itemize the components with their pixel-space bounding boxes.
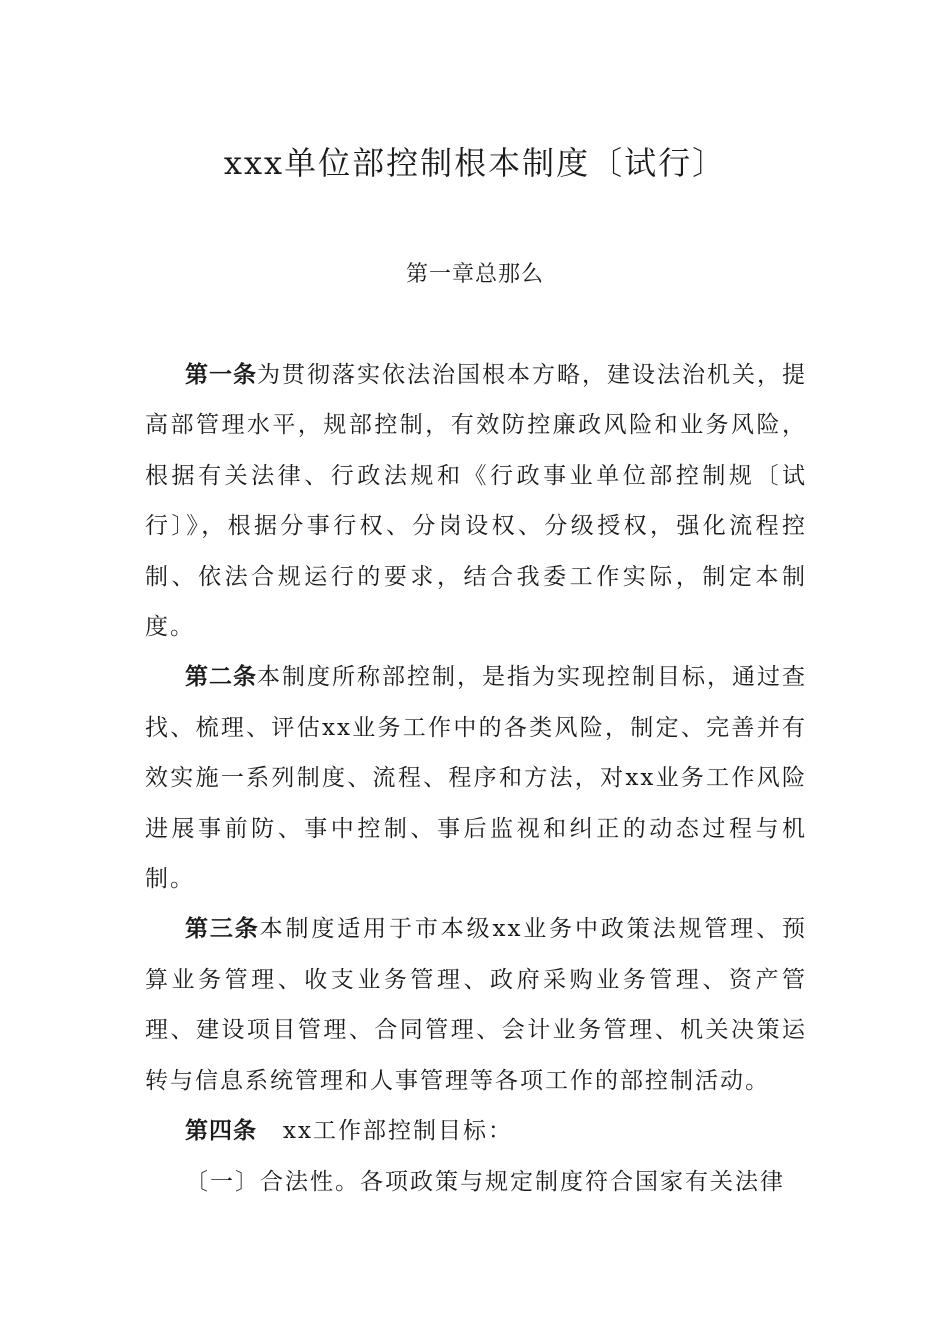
- article-text: 本制度所称部控制，是指为实现控制目标，通过查找、梳理、评估xx业务工作中的各类风险，制定、完善并有效实施一系列制度、流程、程序和方法，对xx业务工作风险进展事前防、事中控制、事后监视和纠正的动态过程与机制。: [145, 664, 807, 893]
- chapter-heading: 第一章总那么: [405, 262, 544, 287]
- article-text: 本制度适用于市本级xx业务中政策法规管理、预算业务管理、收支业务管理、政府采购业务管理、资产管理、建设项目管理、合同管理、会计业务管理、机关决策运转与信息系统管理和人事管理等各项工作的部控制活动。: [145, 916, 807, 1094]
- article-text: 为贯彻落实依法治国根本方略，建设法治机关，提高部管理水平，规部控制，有效防控廉政风险和业务风险，根据有关法律、行政法规和《行政事业单位部控制规〔试行〕》，根据分事行权、分岗设权、分级授权，强化流程控制、依法合规运行的要求，结合我委工作实际，制定本制度。: [145, 362, 807, 641]
- article-paragraph: [145, 350, 807, 652]
- article-text: xx工作部控制目标：: [283, 1118, 513, 1145]
- article-number: 第三条: [185, 916, 260, 943]
- list-item: 〔一〕合法性。各项政策与规定制度符合国家有关法律: [185, 1168, 785, 1195]
- article-paragraph: [145, 904, 807, 1106]
- document-title: xxx单位部控制根本制度〔试行〕: [223, 144, 727, 182]
- article-paragraph: [145, 1106, 807, 1156]
- article-number: 第一条: [185, 362, 257, 388]
- article-paragraph: [145, 652, 807, 904]
- article-number: 第四条: [185, 1118, 257, 1145]
- document-body: [145, 350, 807, 1207]
- article-number: 第二条: [185, 664, 257, 691]
